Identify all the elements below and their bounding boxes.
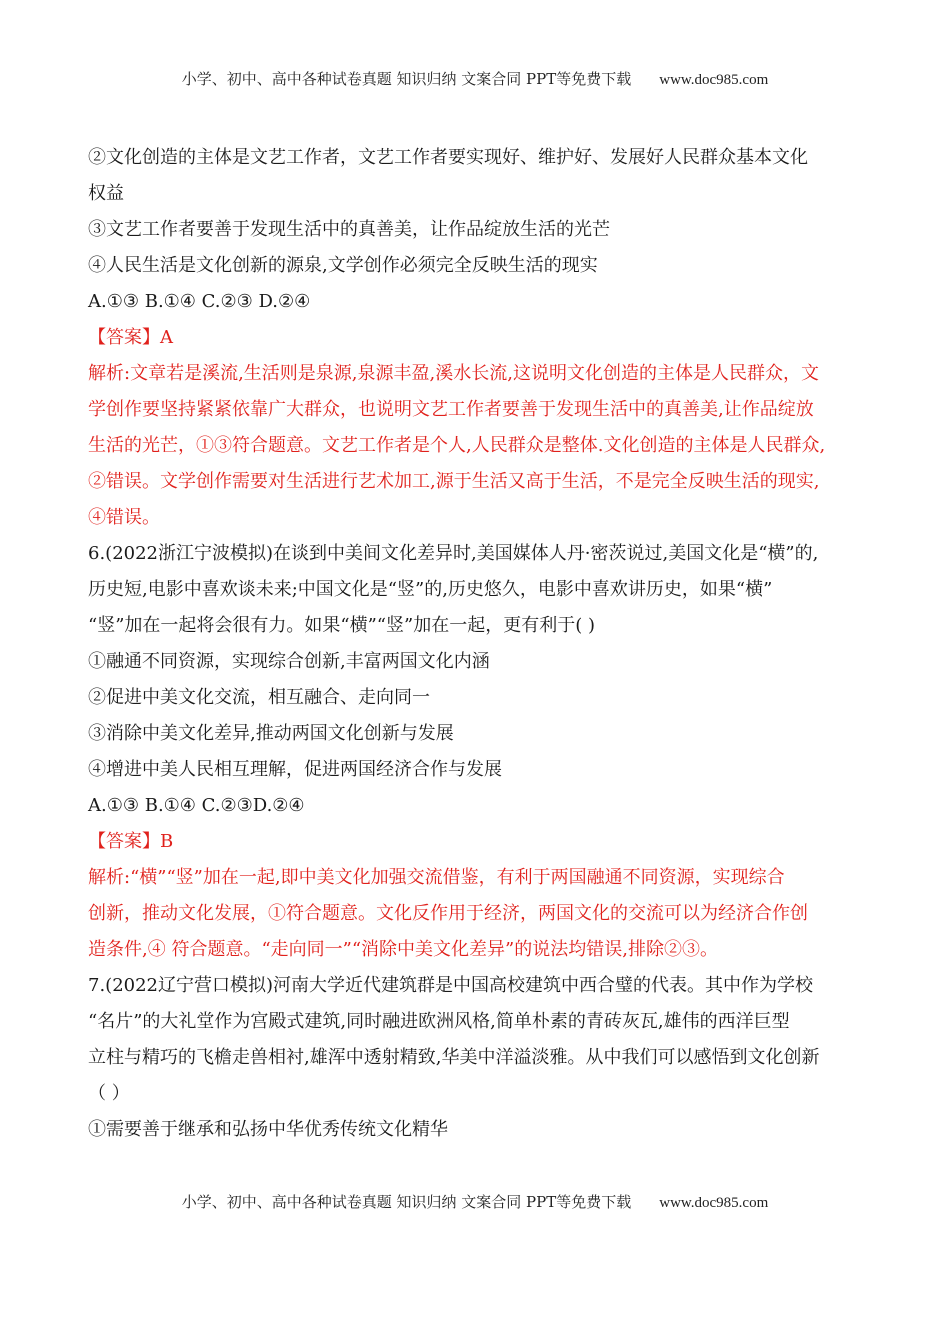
question-line: ④人民生活是文化创新的源泉,文学创作必须完全反映生活的现实 [88,255,598,276]
question-line: A.①③ B.①④ C.②③D.②④ [88,795,305,816]
question-line: A.①③ B.①④ C.②③ D.②④ [88,291,311,312]
question-line: （ ） [88,1083,130,1104]
question-line: ③文艺工作者要善于发现生活中的真善美，让作品绽放生活的光芒 [88,219,610,240]
page-header [0,68,950,89]
question-line: 6.(2022浙江宁波模拟)在谈到中美间文化差异时,美国媒体人丹·密茨说过,美国文化是“横”的, [88,543,819,564]
answer-line: 生活的光芒，①③符合题意。文艺工作者是个人,人民群众是整体.文化创造的主体是人民群众, [88,435,826,456]
question-line: 立柱与精巧的飞檐走兽相衬,雄浑中透射精致,华美中洋溢淡雅。从中我们可以感悟到文化创新 [88,1047,820,1068]
answer-line: 【答案】A [88,327,173,348]
answer-line: 造条件,④ 符合题意。“走向同一”“消除中美文化差异”的说法均错误,排除②③。 [88,939,718,960]
answer-line: 解析:“横”“竖”加在一起,即中美文化加强交流借鉴，有利于两国融通不同资源，实现综合 [88,867,785,888]
question-line: 权益 [88,183,124,204]
question-line: “名片”的大礼堂作为宫殿式建筑,同时融进欧洲风格,简单朴素的青砖灰瓦,雄伟的西洋巨型 [88,1011,790,1032]
answer-line: ②错误。文学创作需要对生活进行艺术加工,源于生活又高于生活，不是完全反映生活的现实, [88,471,820,492]
footer-site-link[interactable]: www.doc985.com [659,1195,769,1211]
question-line: ②促进中美文化交流，相互融合、走向同一 [88,687,430,708]
question-line: ②文化创造的主体是文艺工作者，文艺工作者要实现好、维护好、发展好人民群众基本文化 [88,147,808,168]
question-line: ③消除中美文化差异,推动两国文化创新与发展 [88,723,454,744]
answer-line: 创新，推动文化发展，①符合题意。文化反作用于经济，两国文化的交流可以为经济合作创 [88,903,808,924]
answer-line: 【答案】B [88,831,174,852]
header-text: 小学、初中、高中各种试卷真题 知识归纳 文案合同 PPT等免费下载 [181,70,632,88]
answer-line: ④错误。 [88,507,160,528]
question-line: ④增进中美人民相互理解，促进两国经济合作与发展 [88,759,502,780]
header-site-link[interactable]: www.doc985.com [659,72,769,88]
question-line: ①需要善于继承和弘扬中华优秀传统文化精华 [88,1119,448,1140]
page-footer [0,1191,950,1212]
question-line: “竖”加在一起将会很有力。如果“横”“竖”加在一起，更有利于( ) [88,615,595,636]
footer-text: 小学、初中、高中各种试卷真题 知识归纳 文案合同 PPT等免费下载 [181,1193,632,1211]
question-line: 历史短,电影中喜欢谈未来;中国文化是“竖”的,历史悠久，电影中喜欢讲历史，如果“横” [88,579,773,600]
answer-line: 解析:文章若是溪流,生活则是泉源,泉源丰盈,溪水长流,这说明文化创造的主体是人民群众，文 [88,363,819,384]
answer-line: 学创作要坚持紧紧依靠广大群众，也说明文艺工作者要善于发现生活中的真善美,让作品绽放 [88,399,814,420]
question-line: ①融通不同资源，实现综合创新,丰富两国文化内涵 [88,651,490,672]
question-line: 7.(2022辽宁营口模拟)河南大学近代建筑群是中国高校建筑中西合璧的代表。其中作为学校 [88,975,814,996]
document-body [88,140,868,1148]
